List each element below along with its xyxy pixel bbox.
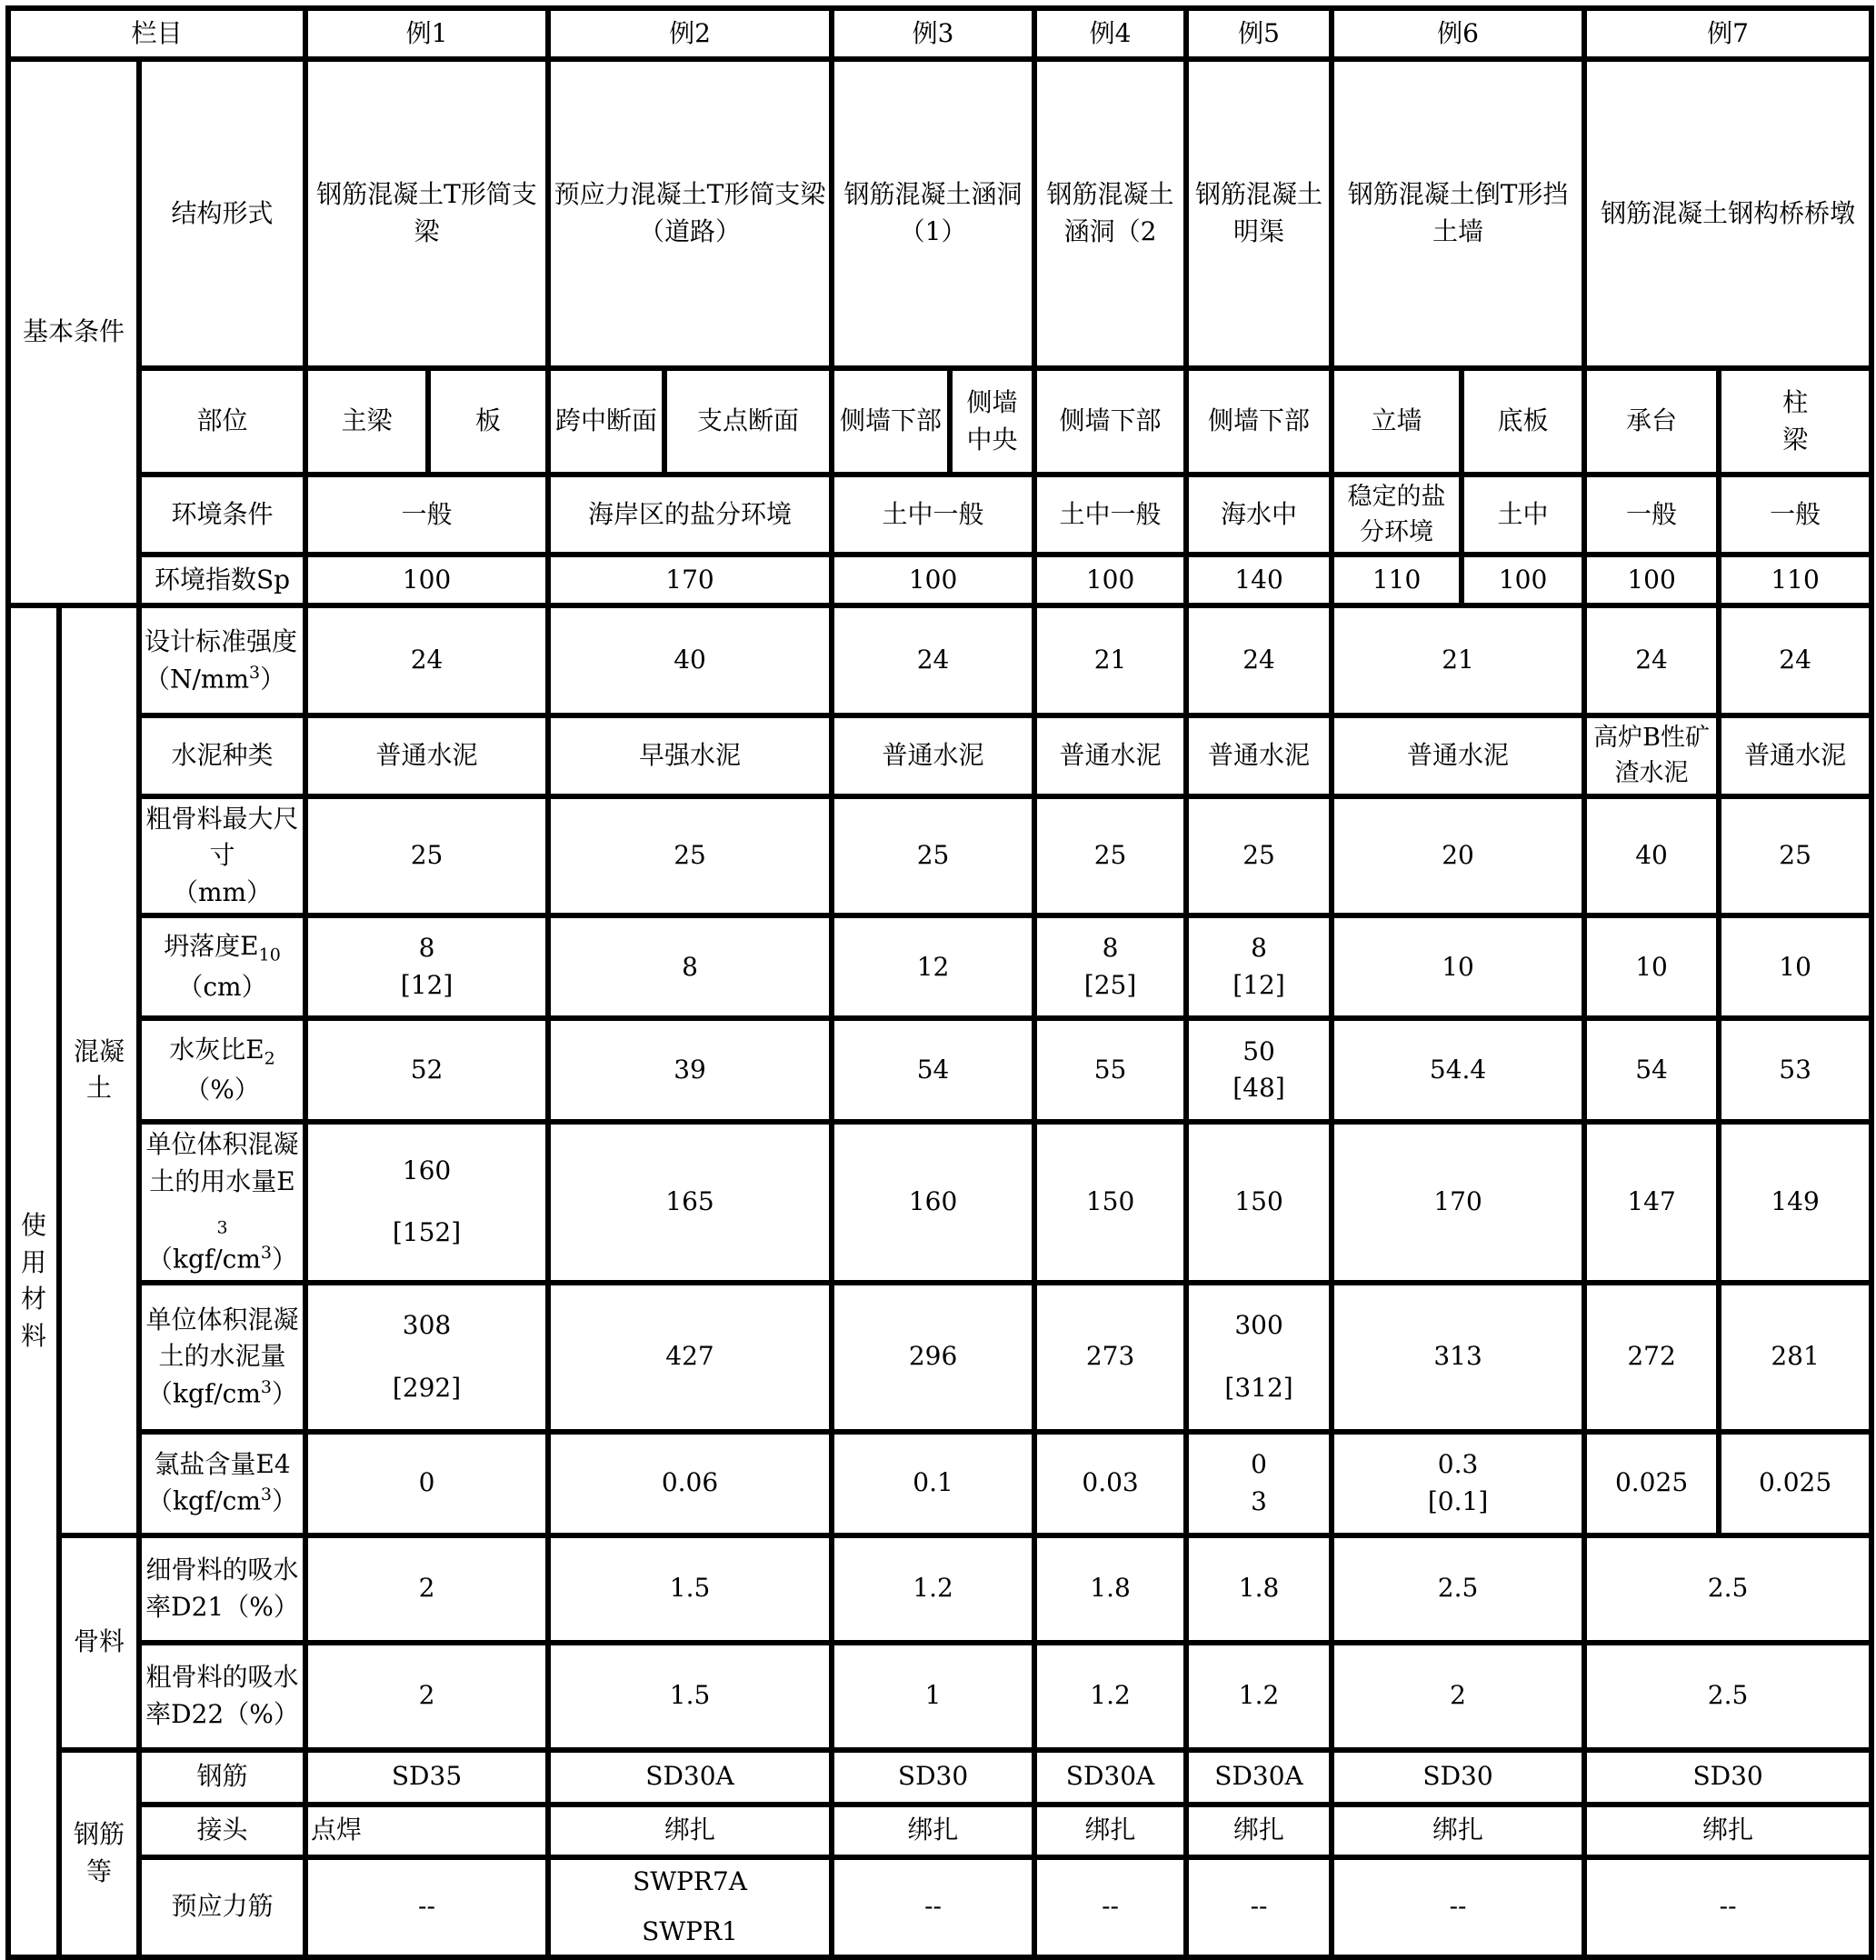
- cell-line: 0: [418, 1467, 435, 1498]
- row-label-unit-sup: 3: [260, 1376, 272, 1397]
- table-cell: 预应力混凝土T形简支梁（道路）: [548, 59, 832, 368]
- cell-line: 54: [916, 1055, 950, 1085]
- table-cell: [548, 1283, 832, 1432]
- table-cell: [305, 1122, 548, 1282]
- table-cell: SD30: [1584, 1750, 1871, 1805]
- cell-line: --: [418, 1891, 435, 1922]
- table-cell: 绑扎: [832, 1805, 1034, 1857]
- table-cell: 点焊: [305, 1805, 548, 1857]
- table-cell: 侧墙中央: [950, 368, 1034, 475]
- table-cell: [1584, 1857, 1871, 1957]
- table-row: [8, 368, 1871, 475]
- cell-line: 300: [1234, 1310, 1283, 1340]
- table-row: [8, 1805, 1871, 1857]
- cell-line: 8: [682, 951, 698, 982]
- cell-line: 54.4: [1429, 1055, 1487, 1085]
- table-row: [8, 605, 1871, 715]
- table-cell: 2: [1332, 1643, 1584, 1750]
- table-cell: 跨中断面: [548, 368, 664, 475]
- table-cell: 100: [1584, 555, 1719, 605]
- table-cell: [1584, 1283, 1719, 1432]
- table-cell: [832, 1122, 1034, 1282]
- table-cell: 100: [1034, 555, 1186, 605]
- cell-line: 147: [1627, 1186, 1676, 1217]
- cell-line: 150: [1085, 1186, 1135, 1217]
- table-cell: 钢筋混凝土涵洞（2: [1034, 59, 1186, 368]
- row-label-unit: （mm）: [172, 876, 273, 907]
- table-cell: [1332, 1432, 1584, 1535]
- header-row: [8, 8, 1871, 59]
- cell-line: 10: [1635, 951, 1668, 982]
- table-cell: 1.8: [1034, 1535, 1186, 1643]
- cell-line: 53: [1779, 1055, 1811, 1085]
- table-cell: [548, 1857, 832, 1957]
- table-cell: 25: [548, 796, 832, 916]
- header-example: 例6: [1332, 8, 1584, 59]
- header-example: 例3: [832, 8, 1034, 59]
- table-cell: 110: [1719, 555, 1871, 605]
- table-cell: 24: [1186, 605, 1332, 715]
- cell-line: 150: [1234, 1186, 1283, 1217]
- table-cell: 普通水泥: [1332, 715, 1584, 795]
- table-cell: [832, 1283, 1034, 1432]
- table-cell: 25: [832, 796, 1034, 916]
- row-label-unit-end: ）: [260, 663, 286, 694]
- table-cell: 普通水泥: [1719, 715, 1871, 795]
- table-cell: 普通水泥: [305, 715, 548, 795]
- header-col0: 栏目: [8, 8, 305, 59]
- row-label-unit: （kgf/cm: [146, 1485, 261, 1516]
- table-cell: 承台: [1584, 368, 1719, 475]
- table-cell: [305, 1283, 548, 1432]
- table-cell: 侧墙下部: [832, 368, 950, 475]
- cell-spacer: [311, 1189, 543, 1215]
- cell-line: 0.03: [1082, 1467, 1139, 1498]
- table-cell: 一般: [1719, 475, 1871, 555]
- cell-line: [292]: [392, 1372, 462, 1403]
- cell-line: 10: [1442, 951, 1474, 982]
- cell-line: --: [924, 1891, 942, 1922]
- table-cell: 钢筋混凝土倒T形挡土墙: [1332, 59, 1584, 368]
- table-cell: [1719, 368, 1871, 475]
- cell-line: 8: [418, 933, 435, 964]
- header-example: 例1: [305, 8, 548, 59]
- table-cell: 24: [1584, 605, 1719, 715]
- table-row: [8, 59, 1871, 368]
- table-cell: 1.2: [1034, 1643, 1186, 1750]
- cell-line: 39: [674, 1055, 706, 1085]
- table-cell: 2: [305, 1535, 548, 1643]
- aggregate-group-label: 骨料: [59, 1535, 139, 1750]
- table-row: [8, 1750, 1871, 1805]
- row-label: [139, 605, 305, 715]
- row-label-text: 坍落度E: [164, 931, 259, 962]
- cell-line: [25]: [1083, 969, 1137, 1000]
- table-cell: 土中一般: [1034, 475, 1186, 555]
- cell-line: 0.025: [1614, 1467, 1689, 1498]
- table-cell: [1186, 1432, 1332, 1535]
- table-cell: 1.2: [832, 1535, 1034, 1643]
- table-cell: [1034, 1432, 1186, 1535]
- table-cell: 140: [1186, 555, 1332, 605]
- cell-line: 0.06: [661, 1467, 719, 1498]
- table-cell: 钢筋混凝土涵洞（1）: [832, 59, 1034, 368]
- cell-line: --: [1102, 1891, 1119, 1922]
- table-cell: 海岸区的盐分环境: [548, 475, 832, 555]
- table-cell: [1034, 1857, 1186, 1957]
- cell-line: 427: [665, 1341, 714, 1372]
- cell-line: --: [1250, 1891, 1268, 1922]
- table-cell: SD30A: [548, 1750, 832, 1805]
- table-row: [8, 1018, 1871, 1122]
- cell-line: 170: [1433, 1186, 1482, 1217]
- table-cell: [1584, 1018, 1719, 1122]
- cell-line: 149: [1771, 1186, 1820, 1217]
- row-label-unit-sup: 3: [260, 1485, 272, 1505]
- table-cell: [1332, 1122, 1584, 1282]
- table-cell: [1584, 1432, 1719, 1535]
- concrete-group-label: 混凝土: [59, 605, 139, 1535]
- table-cell: [1186, 1857, 1332, 1957]
- table-cell: 立墙: [1332, 368, 1462, 475]
- table-cell: [305, 915, 548, 1018]
- cell-line: 0.1: [913, 1467, 953, 1498]
- table-cell: [1034, 1122, 1186, 1282]
- table-cell: [548, 915, 832, 1018]
- table-cell: 底板: [1462, 368, 1584, 475]
- cell-line: 54: [1635, 1055, 1668, 1085]
- row-label: 粗骨料的吸水率D22（%）: [139, 1643, 305, 1750]
- cell-line: 281: [1771, 1341, 1820, 1372]
- table-cell: [1186, 915, 1332, 1018]
- table-cell: 40: [1584, 796, 1719, 916]
- table-cell: 2: [305, 1643, 548, 1750]
- table-cell: 21: [1332, 605, 1584, 715]
- cell-spacer: [554, 1901, 826, 1914]
- table-cell: [1719, 915, 1871, 1018]
- cell-line: 272: [1627, 1341, 1676, 1372]
- row-label-unit-sup: 3: [249, 662, 261, 683]
- row-label-text: 单位体积混凝土的水泥量: [145, 1304, 299, 1372]
- table-cell: [1332, 1018, 1584, 1122]
- table-cell: [1332, 1857, 1584, 1957]
- row-label-unit: （kgf/cm: [146, 1378, 261, 1409]
- table-cell: 21: [1034, 605, 1186, 715]
- table-cell: 土中一般: [832, 475, 1034, 555]
- cell-line: 313: [1433, 1341, 1482, 1372]
- table-cell: [548, 1432, 832, 1535]
- cell-line: 0.3: [1437, 1449, 1479, 1479]
- table-row: [8, 1283, 1871, 1432]
- row-label: 钢筋: [139, 1750, 305, 1805]
- cell-line: 52: [410, 1055, 444, 1085]
- cell-line: 165: [665, 1186, 714, 1217]
- cell-line: SWPR1: [642, 1915, 738, 1946]
- row-label: 接头: [139, 1805, 305, 1857]
- table-row: [8, 1643, 1871, 1750]
- cell-line: [12]: [1232, 969, 1285, 1000]
- header-example: 例2: [548, 8, 832, 59]
- table-cell: 110: [1332, 555, 1462, 605]
- table-cell: 钢筋混凝土明渠: [1186, 59, 1332, 368]
- table-cell: 绑扎: [548, 1805, 832, 1857]
- table-row: [8, 915, 1871, 1018]
- row-label: [139, 1283, 305, 1432]
- table-cell: [1186, 1018, 1332, 1122]
- header-example: 例4: [1034, 8, 1186, 59]
- cell-line: 10: [1779, 951, 1811, 982]
- cell-line: 8: [1102, 933, 1119, 964]
- table-cell: 1.2: [1186, 1643, 1332, 1750]
- table-cell: SD35: [305, 1750, 548, 1805]
- cell-line: 160: [908, 1186, 958, 1217]
- cell-line: 柱: [1782, 386, 1809, 417]
- table-cell: 稳定的盐分环境: [1332, 475, 1462, 555]
- cell-line: 308: [402, 1310, 452, 1340]
- table-cell: [1584, 1122, 1719, 1282]
- row-label: 部位: [139, 368, 305, 475]
- row-label-sub: 10: [258, 945, 281, 966]
- table-cell: 主梁: [305, 368, 428, 475]
- row-label-text: 粗骨料最大尺寸: [145, 803, 299, 871]
- row-label: 环境条件: [139, 475, 305, 555]
- table-cell: 24: [1719, 605, 1871, 715]
- table-cell: SD30: [1332, 1750, 1584, 1805]
- row-label-unit-end: ）: [272, 1244, 298, 1274]
- table-cell: [832, 915, 1034, 1018]
- table-cell: 100: [832, 555, 1034, 605]
- table-cell: [1034, 1283, 1186, 1432]
- table-cell: 钢筋混凝土钢构桥桥墩: [1584, 59, 1871, 368]
- row-label: [139, 915, 305, 1018]
- table-cell: [1186, 1122, 1332, 1282]
- row-label-text: 设计标准强度: [145, 626, 298, 657]
- cell-line: 55: [1093, 1055, 1127, 1085]
- row-label: 环境指数Sp: [139, 555, 305, 605]
- table-cell: 24: [832, 605, 1034, 715]
- row-label: 结构形式: [139, 59, 305, 368]
- table-cell: 普通水泥: [832, 715, 1034, 795]
- row-label: [139, 1018, 305, 1122]
- row-label-unit-sup: 3: [260, 1242, 272, 1263]
- table-cell: 1.5: [548, 1535, 832, 1643]
- table-cell: [1584, 915, 1719, 1018]
- data-table: [5, 5, 1874, 1960]
- table-cell: 土中: [1462, 475, 1584, 555]
- row-label: [139, 796, 305, 916]
- cell-line: 0.025: [1758, 1467, 1832, 1498]
- table-cell: SD30: [832, 1750, 1034, 1805]
- table-cell: 普通水泥: [1186, 715, 1332, 795]
- table-cell: [1034, 915, 1186, 1018]
- table-cell: 100: [305, 555, 548, 605]
- table-cell: 一般: [305, 475, 548, 555]
- table-cell: 绑扎: [1186, 1805, 1332, 1857]
- table-cell: [548, 1018, 832, 1122]
- cell-line: [12]: [400, 969, 454, 1000]
- table-cell: 1.8: [1186, 1535, 1332, 1643]
- table-cell: SD30A: [1186, 1750, 1332, 1805]
- table-cell: [305, 1857, 548, 1957]
- cell-line: 12: [916, 951, 950, 982]
- row-label: 水泥种类: [139, 715, 305, 795]
- row-label: [139, 1432, 305, 1535]
- table-cell: 普通水泥: [1034, 715, 1186, 795]
- table-cell: 侧墙下部: [1034, 368, 1186, 475]
- table-row: [8, 1122, 1871, 1282]
- cell-line: --: [1719, 1891, 1737, 1922]
- cell-line: 273: [1085, 1341, 1135, 1372]
- cell-line: 8: [1251, 933, 1267, 964]
- cell-line: SWPR7A: [633, 1866, 747, 1896]
- table-cell: 25: [1719, 796, 1871, 916]
- row-label-unit-end: ）: [272, 1378, 298, 1409]
- table-cell: 2.5: [1584, 1643, 1871, 1750]
- basic-section-label: 基本条件: [8, 59, 139, 605]
- table-cell: 侧墙下部: [1186, 368, 1332, 475]
- table-row: [8, 1857, 1871, 1957]
- cell-spacer: [1192, 1345, 1326, 1370]
- materials-section-label: 使用材料: [8, 605, 59, 1956]
- table-cell: 25: [1186, 796, 1332, 916]
- table-cell: 绑扎: [1584, 1805, 1871, 1857]
- table-cell: 绑扎: [1332, 1805, 1584, 1857]
- table-row: [8, 555, 1871, 605]
- row-label-sub: 2: [264, 1048, 275, 1069]
- cell-line: [152]: [392, 1217, 462, 1248]
- table-cell: [1719, 1018, 1871, 1122]
- table-cell: 板: [428, 368, 548, 475]
- table-cell: 40: [548, 605, 832, 715]
- table-cell: [832, 1432, 1034, 1535]
- row-label-unit: （N/mm: [145, 663, 250, 694]
- row-label-sub: 3: [216, 1217, 228, 1238]
- table-cell: 2.5: [1584, 1535, 1871, 1643]
- table-cell: [305, 1018, 548, 1122]
- table-cell: 170: [548, 555, 832, 605]
- row-label-text: 氯盐含量E4: [154, 1448, 291, 1479]
- table-cell: SD30A: [1034, 1750, 1186, 1805]
- table-cell: 海水中: [1186, 475, 1332, 555]
- table-row: [8, 715, 1871, 795]
- table-cell: 24: [305, 605, 548, 715]
- table-cell: 支点断面: [664, 368, 832, 475]
- row-label: [139, 1122, 305, 1282]
- row-label-unit: （%）: [185, 1075, 260, 1105]
- row-label-unit: （cm）: [177, 971, 267, 1002]
- header-example: 例5: [1186, 8, 1332, 59]
- cell-line: 梁: [1782, 424, 1809, 455]
- table-cell: [832, 1018, 1034, 1122]
- cell-line: [48]: [1232, 1073, 1285, 1104]
- cell-line: 50: [1242, 1035, 1275, 1066]
- table-row: [8, 1535, 1871, 1643]
- row-label-unit-end: ）: [272, 1485, 298, 1516]
- table-cell: [1719, 1122, 1871, 1282]
- table-cell: [832, 1857, 1034, 1957]
- rebar-group-label: 钢筋等: [59, 1750, 139, 1957]
- header-example: 例7: [1584, 8, 1871, 59]
- row-label-text: 水灰比E: [169, 1034, 264, 1065]
- table-cell: 一般: [1584, 475, 1719, 555]
- table-cell: [305, 1432, 548, 1535]
- table-cell: [1332, 915, 1584, 1018]
- row-label: 细骨料的吸水率D21（%）: [139, 1535, 305, 1643]
- cell-spacer: [311, 1345, 543, 1370]
- table-cell: [1186, 1283, 1332, 1432]
- table-row: [8, 1432, 1871, 1535]
- table-cell: 100: [1462, 555, 1584, 605]
- table-row: [8, 796, 1871, 916]
- cell-line: 3: [1251, 1485, 1267, 1516]
- cell-line: 296: [908, 1341, 958, 1372]
- table-cell: 1: [832, 1643, 1034, 1750]
- table-cell: 2.5: [1332, 1535, 1584, 1643]
- table-cell: 25: [1034, 796, 1186, 916]
- table-cell: 早强水泥: [548, 715, 832, 795]
- table-cell: 1.5: [548, 1643, 832, 1750]
- table-cell: 钢筋混凝土T形简支梁: [305, 59, 548, 368]
- table-cell: 高炉B性矿渣水泥: [1584, 715, 1719, 795]
- table-cell: [1719, 1432, 1871, 1535]
- table-row: [8, 475, 1871, 555]
- table-cell: [1332, 1283, 1584, 1432]
- table-cell: 20: [1332, 796, 1584, 916]
- cell-line: [312]: [1224, 1372, 1293, 1403]
- table-cell: 25: [305, 796, 548, 916]
- cell-line: --: [1449, 1891, 1467, 1922]
- table-cell: [1034, 1018, 1186, 1122]
- row-label: 预应力筋: [139, 1857, 305, 1957]
- table-cell: [1719, 1283, 1871, 1432]
- table-cell: [548, 1122, 832, 1282]
- row-label-unit: （kgf/cm: [146, 1244, 261, 1274]
- row-label-text: 单位体积混凝土的用水量E: [145, 1129, 299, 1196]
- table-cell: 绑扎: [1034, 1805, 1186, 1857]
- cell-line: 160: [402, 1155, 452, 1185]
- cell-line: 0: [1251, 1449, 1267, 1479]
- cell-line: [0.1]: [1427, 1485, 1489, 1516]
